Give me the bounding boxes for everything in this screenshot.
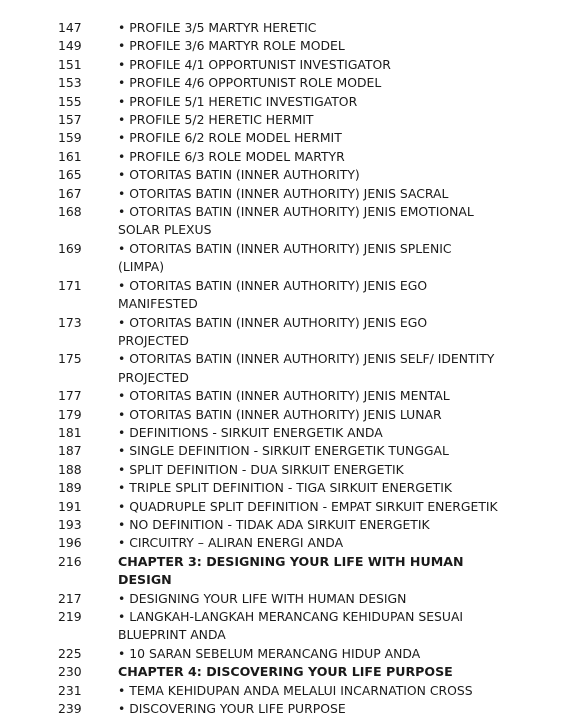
toc-entry-title: • OTORITAS BATIN (INNER AUTHORITY) JENIS MENTAL (118, 388, 450, 404)
toc-entry-row (0, 74, 561, 92)
toc-entry-title: • OTORITAS BATIN (INNER AUTHORITY) JENIS SPLENIC (LIMPA) (118, 240, 452, 275)
toc-entry-title: • PROFILE 5/2 HERETIC HERMIT (118, 112, 314, 128)
toc-chapter-row (0, 663, 561, 681)
toc-page-number: 231 (58, 682, 82, 698)
toc-entry-title: • PROFILE 4/1 OPPORTUNIST INVESTIGATOR (118, 56, 391, 72)
toc-entry-row (0, 166, 561, 184)
toc-entry-row (0, 424, 561, 442)
toc-chapter-row (0, 553, 561, 590)
toc-entry-row (0, 608, 561, 645)
toc-entry-title: • PROFILE 6/3 ROLE MODEL MARTYR (118, 148, 345, 164)
toc-page-number: 153 (58, 75, 82, 91)
toc-entry-title: • OTORITAS BATIN (INNER AUTHORITY) JENIS SELF/ IDENTITY PROJECTED (118, 351, 495, 385)
toc-page-number: 219 (58, 609, 82, 624)
toc-page-number: 151 (58, 56, 82, 72)
toc-entry-row (0, 516, 561, 534)
toc-page-number: 177 (58, 388, 82, 404)
toc-page-number: 189 (58, 480, 82, 496)
toc-entry-title: • SPLIT DEFINITION - DUA SIRKUIT ENERGETIK (118, 461, 404, 477)
toc-entry-row (0, 645, 561, 663)
toc-entry-title: • TRIPLE SPLIT DEFINITION - TIGA SIRKUIT ENERGETIK (118, 480, 452, 496)
toc-entry-row (0, 93, 561, 111)
toc-entry-title: • OTORITAS BATIN (INNER AUTHORITY) JENIS EGO PROJECTED (118, 314, 428, 348)
toc-entry-row (0, 682, 561, 700)
toc-page-number: 159 (58, 130, 82, 146)
toc-entry-row (0, 590, 561, 608)
toc-page-number: 161 (58, 148, 82, 164)
toc-chapter-title: CHAPTER 4: DISCOVERING YOUR LIFE PURPOSE (118, 664, 453, 680)
toc-entry-row (0, 19, 561, 37)
toc-entry-title: • OTORITAS BATIN (INNER AUTHORITY) JENIS EGO MANIFESTED (118, 277, 428, 312)
toc-page-number: 239 (58, 701, 82, 717)
toc-entry-title: • OTORITAS BATIN (INNER AUTHORITY) JENIS SACRAL (118, 185, 449, 201)
toc-page-number: 187 (58, 443, 82, 459)
toc-page-number: 230 (58, 664, 82, 680)
toc-entry-row (0, 185, 561, 203)
toc-entry-title: • PROFILE 5/1 HERETIC INVESTIGATOR (118, 93, 358, 109)
toc-entry-title: • DEFINITIONS - SIRKUIT ENERGETIK ANDA (118, 424, 383, 440)
toc-page-number: 181 (58, 424, 82, 440)
toc-entry-row (0, 534, 561, 552)
toc-entry-row (0, 37, 561, 55)
toc-page-number: 196 (58, 535, 82, 551)
toc-entry-row (0, 479, 561, 497)
toc-entry-row (0, 240, 561, 277)
toc-chapter-title: CHAPTER 3: DESIGNING YOUR LIFE WITH HUMAN DESIGN (118, 553, 464, 588)
toc-entry-row (0, 277, 561, 314)
table-of-contents (0, 19, 561, 718)
toc-page-number: 147 (58, 20, 82, 35)
toc-page-number: 157 (58, 112, 82, 128)
toc-entry-title: • PROFILE 6/2 ROLE MODEL HERMIT (118, 130, 342, 146)
toc-entry-row (0, 129, 561, 147)
toc-entry-row (0, 314, 561, 351)
toc-page-number: 165 (58, 167, 82, 183)
toc-page-number: 216 (58, 553, 82, 569)
toc-entry-title: • SINGLE DEFINITION - SIRKUIT ENERGETIK TUNGGAL (118, 443, 449, 459)
toc-entry-title: • OTORITAS BATIN (INNER AUTHORITY) (118, 167, 360, 183)
toc-entry-row (0, 56, 561, 74)
toc-page-number: 169 (58, 240, 82, 256)
toc-entry-title: • OTORITAS BATIN (INNER AUTHORITY) JENIS EMOTIONAL SOLAR PLEXUS (118, 204, 474, 238)
toc-entry-row (0, 350, 561, 387)
toc-page-number: 217 (58, 590, 82, 606)
toc-page-number: 171 (58, 277, 82, 293)
toc-entry-title: • TEMA KEHIDUPAN ANDA MELALUI INCARNATION CROSS (118, 682, 473, 698)
toc-page-number: 149 (58, 38, 82, 54)
toc-entry-title: • PROFILE 3/6 MARTYR ROLE MODEL (118, 38, 345, 54)
toc-entry-title: • PROFILE 3/5 MARTYR HERETIC (118, 20, 317, 35)
toc-entry-title: • DISCOVERING YOUR LIFE PURPOSE (118, 701, 346, 717)
toc-entry-row (0, 498, 561, 516)
toc-page-number: 167 (58, 185, 82, 201)
toc-entry-row (0, 203, 561, 240)
toc-entry-title: • NO DEFINITION - TIDAK ADA SIRKUIT ENERGETIK (118, 516, 430, 532)
toc-page-number: 191 (58, 498, 82, 514)
toc-entry-row (0, 442, 561, 460)
toc-entry-row (0, 387, 561, 405)
toc-entry-row (0, 111, 561, 129)
toc-entry-row (0, 148, 561, 166)
toc-page-number: 225 (58, 645, 82, 661)
toc-entry-title: • PROFILE 4/6 OPPORTUNIST ROLE MODEL (118, 75, 382, 91)
toc-entry-row (0, 406, 561, 424)
toc-entry-title: • 10 SARAN SEBELUM MERANCANG HIDUP ANDA (118, 645, 421, 661)
toc-page-number: 179 (58, 406, 82, 422)
toc-entry-row (0, 700, 561, 718)
toc-entry-title: • OTORITAS BATIN (INNER AUTHORITY) JENIS LUNAR (118, 406, 442, 422)
toc-entry-row (0, 461, 561, 479)
toc-page-number: 193 (58, 516, 82, 532)
toc-entry-title: • LANGKAH-LANGKAH MERANCANG KEHIDUPAN SESUAI BLUEPRINT ANDA (118, 609, 464, 643)
toc-page-number: 188 (58, 461, 82, 477)
toc-entry-title: • CIRCUITRY – ALIRAN ENERGI ANDA (118, 535, 344, 551)
toc-entry-title: • DESIGNING YOUR LIFE WITH HUMAN DESIGN (118, 590, 407, 606)
toc-page-number: 175 (58, 351, 82, 367)
toc-page-number: 173 (58, 314, 82, 330)
toc-page-number: 168 (58, 204, 82, 220)
toc-entry-title: • QUADRUPLE SPLIT DEFINITION - EMPAT SIRKUIT ENERGETIK (118, 498, 498, 514)
toc-page-number: 155 (58, 93, 82, 109)
